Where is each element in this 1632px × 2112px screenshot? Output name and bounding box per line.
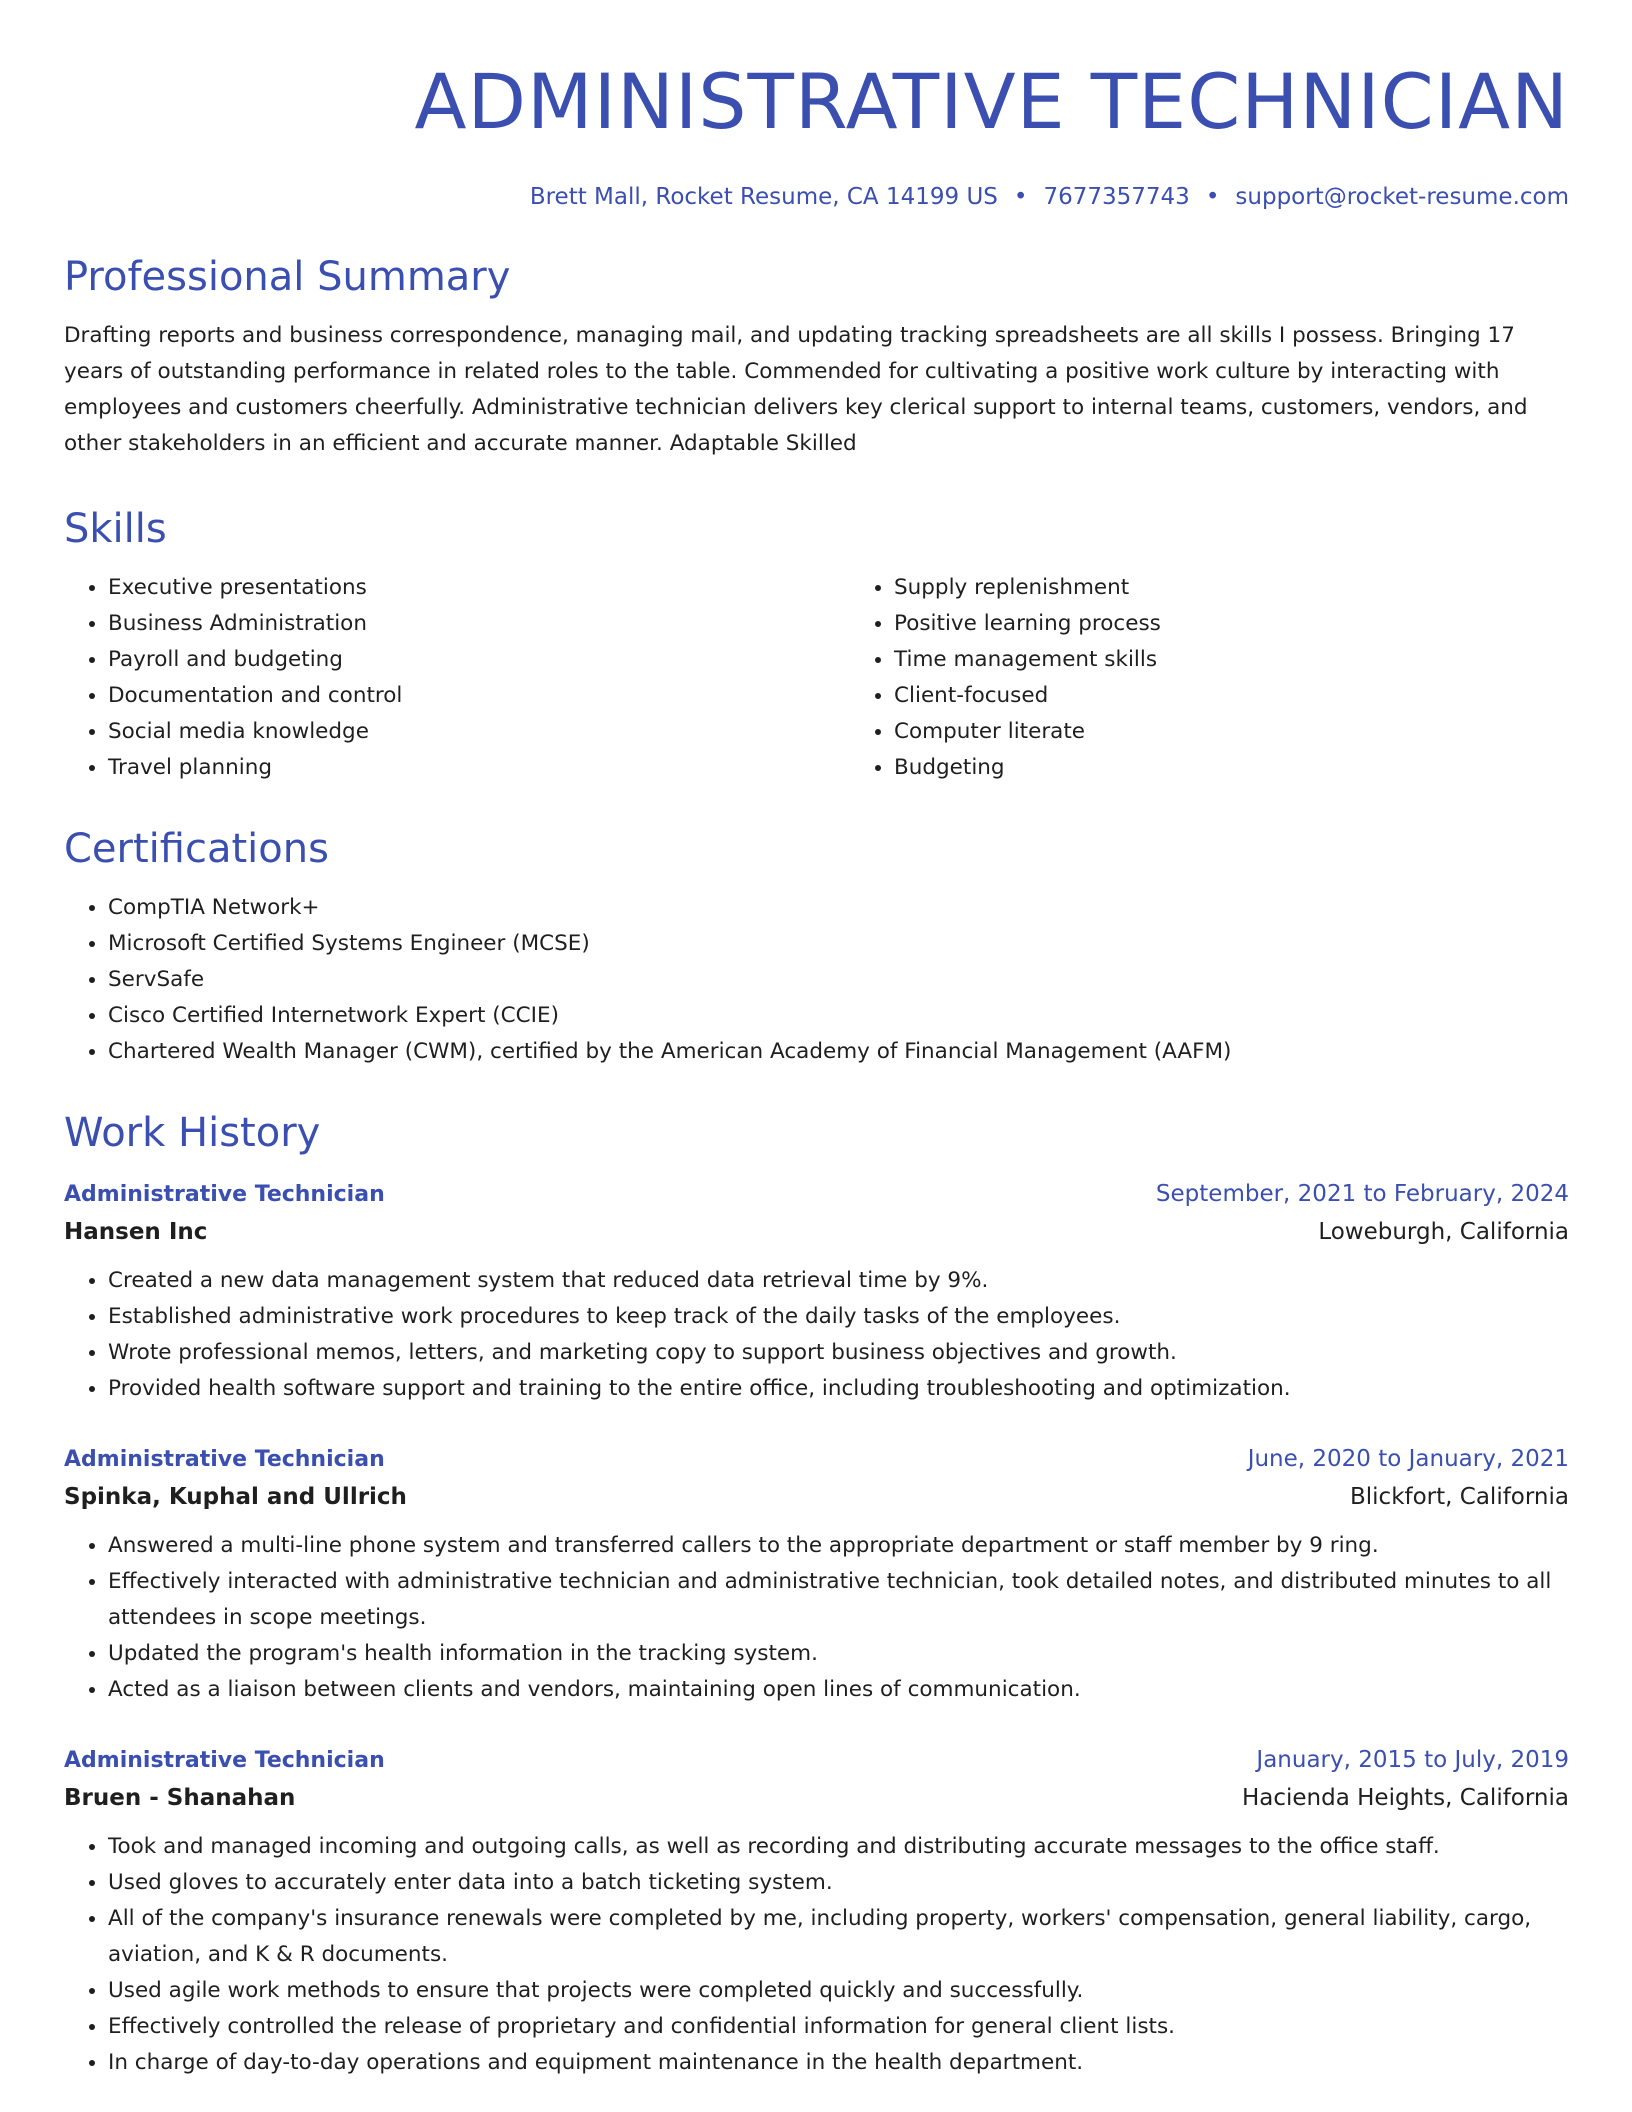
job-bullet: • Answered a multi-line phone system and transferred callers to the appropriate department or staff member by 9 ring. [108, 1528, 1569, 1564]
job-dates: September, 2021 to February, 2024 [1155, 1181, 1569, 1207]
skill-item: • Time management skills [894, 642, 1632, 678]
job-bullets [64, 1263, 1569, 1407]
summary-section [64, 252, 1569, 462]
contact-separator: • [1013, 184, 1028, 210]
skill-item: • Documentation and control [108, 678, 850, 714]
resume-header [64, 0, 1569, 212]
job-bullet: • Acted as a liaison between clients and vendors, maintaining open lines of communication. [108, 1672, 1569, 1708]
contact-separator: • [1205, 184, 1220, 210]
job-title: Administrative Technician [64, 1182, 385, 1207]
job-company: Spinka, Kuphal and Ullrich [64, 1484, 407, 1510]
job-company-row [64, 1478, 1569, 1516]
summary-heading: Professional Summary [64, 254, 511, 300]
resume-title: ADMINISTRATIVE TECHNICIAN [414, 57, 1569, 146]
job-dates: June, 2020 to January, 2021 [1247, 1446, 1569, 1472]
job-title-row [64, 1441, 1569, 1478]
job-bullet: • Updated the program's health information in the tracking system. [108, 1636, 1569, 1672]
skill-item: • Client-focused [894, 678, 1632, 714]
job-title-row [64, 1742, 1569, 1779]
job-title: Administrative Technician [64, 1748, 385, 1773]
job-bullet: • Took and managed incoming and outgoing calls, as well as recording and distributing accurate messages to the office staff. [108, 1829, 1569, 1865]
job-bullet: • Used agile work methods to ensure that projects were completed quickly and successfully. [108, 1973, 1569, 2009]
job-bullet: • Provided health software support and training to the entire office, including troubleshooting and optimization. [108, 1371, 1569, 1407]
certification-item: • Microsoft Certified Systems Engineer (MCSE) [108, 926, 1569, 962]
job-bullet: • Effectively controlled the release of proprietary and confidential information for general client lists. [108, 2009, 1569, 2045]
job-location: Blickfort, California [1349, 1484, 1569, 1510]
job-title-row [64, 1176, 1569, 1213]
work-history-heading: Work History [64, 1110, 321, 1156]
job-dates: January, 2015 to July, 2019 [1256, 1747, 1569, 1773]
certifications-list [64, 890, 1569, 1070]
skill-item: • Travel planning [108, 750, 850, 786]
contact-line [64, 182, 1569, 212]
certification-item: • Chartered Wealth Manager (CWM), certified by the American Academy of Financial Management (AAFM) [108, 1034, 1569, 1070]
contact-phone: 7677357743 [1043, 184, 1190, 210]
skills-section [64, 504, 1569, 786]
job-entry [64, 1441, 1569, 1708]
skill-item: • Supply replenishment [894, 570, 1632, 606]
certification-item: • ServSafe [108, 962, 1569, 998]
skill-item: • Budgeting [894, 750, 1632, 786]
contact-address: Brett Mall, Rocket Resume, CA 14199 US [529, 184, 998, 210]
job-bullet: • Created a new data management system that reduced data retrieval time by 9%. [108, 1263, 1569, 1299]
job-entry [64, 1176, 1569, 1407]
skills-grid [64, 570, 1569, 786]
job-entry [64, 1742, 1569, 2081]
skills-list-right [850, 570, 1632, 786]
skill-item: • Payroll and budgeting [108, 642, 850, 678]
job-bullet: • Effectively interacted with administrative technician and administrative technician, took detailed notes, and distributed minutes to all attendees in scope meetings. [108, 1564, 1569, 1636]
job-bullet: • Established administrative work procedures to keep track of the daily tasks of the employees. [108, 1299, 1569, 1335]
certifications-heading: Certifications [64, 826, 329, 872]
job-location: Loweburgh, California [1318, 1219, 1569, 1245]
job-company-row [64, 1213, 1569, 1251]
skill-item: • Social media knowledge [108, 714, 850, 750]
job-company: Hansen Inc [64, 1219, 208, 1245]
contact-email[interactable]: support@rocket-resume.com [1235, 184, 1569, 210]
skill-item: • Executive presentations [108, 570, 850, 606]
certifications-section [64, 824, 1569, 1070]
certification-item: • Cisco Certified Internetwork Expert (CCIE) [108, 998, 1569, 1034]
job-bullet: • Used gloves to accurately enter data into a batch ticketing system. [108, 1865, 1569, 1901]
job-bullet: • Wrote professional memos, letters, and marketing copy to support business objectives and growth. [108, 1335, 1569, 1371]
job-title: Administrative Technician [64, 1447, 385, 1472]
job-bullet: • All of the company's insurance renewals were completed by me, including property, workers' compensation, general liability, cargo, aviation, and K & R documents. [108, 1901, 1569, 1973]
skill-item: • Business Administration [108, 606, 850, 642]
job-company-row [64, 1779, 1569, 1817]
work-history-section [64, 1108, 1569, 2081]
skill-item: • Computer literate [894, 714, 1632, 750]
job-location: Hacienda Heights, California [1241, 1785, 1569, 1811]
job-bullets [64, 1528, 1569, 1708]
certification-item: • CompTIA Network+ [108, 890, 1569, 926]
job-bullets [64, 1829, 1569, 2081]
skills-list-left [64, 570, 850, 786]
job-company: Bruen - Shanahan [64, 1785, 296, 1811]
job-bullet: • In charge of day-to-day operations and equipment maintenance in the health department. [108, 2045, 1569, 2081]
skill-item: • Positive learning process [894, 606, 1632, 642]
summary-text: Drafting reports and business correspondence, managing mail, and updating tracking spreadsheets are all skills I possess. Bringing 17 years of outstanding performance in related roles to the table. Commended for cultivating a positive work culture by interacting with employees and customers cheerfully. Administrative technician delivers key clerical support to internal teams, customers, vendors, and other stakeholders in an efficient and accurate manner. Adaptable Skilled [64, 323, 1528, 456]
skills-heading: Skills [64, 506, 167, 552]
